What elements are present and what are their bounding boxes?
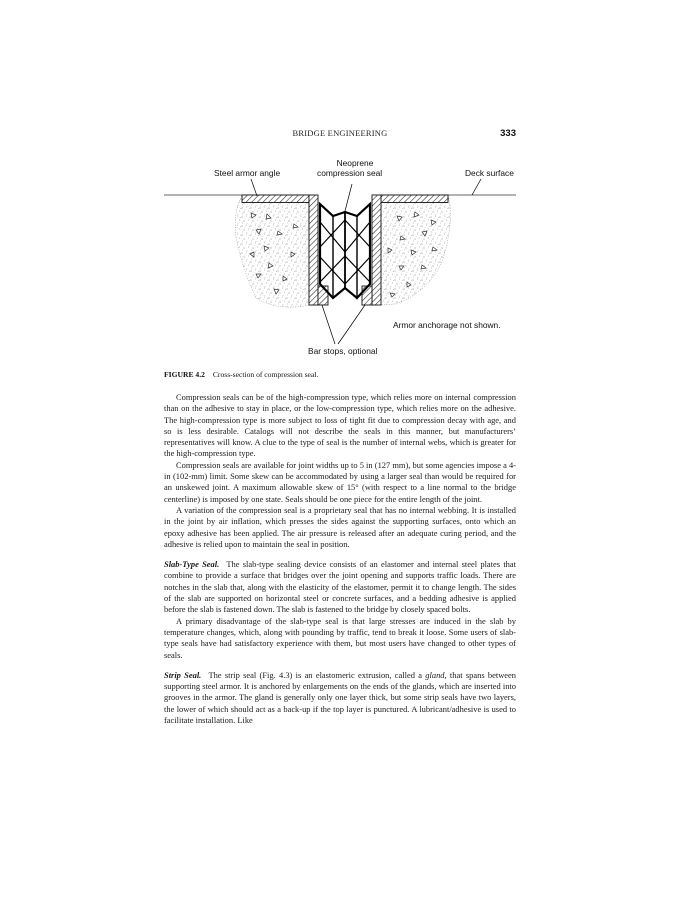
- label-deck-surface: Deck surface: [465, 168, 514, 178]
- armor-angle-left-flange: [242, 195, 309, 203]
- caption-label: FIGURE 4.2: [164, 370, 205, 379]
- bar-stop-right: [362, 286, 372, 305]
- paragraph: A variation of the compression seal is a proprietary seal that has no internal webbing. It is installed in the joint by air inflation, which presses the sides against the supporting surfaces, onto which an epoxy adhesive has been applied. The air pressure is released after an adequate curing period, and the adhesive is relied upon to maintain the seal in position.: [164, 504, 516, 549]
- neoprene-seal: [320, 204, 370, 298]
- label-armor-anchorage: Armor anchorage not shown.: [393, 320, 501, 330]
- paragraph-text: The slab-type sealing device consists of an elastomer and internal steel plates that combine to provide a surface that bridges over the joint opening and supports traffic loads. There are notches in the slab that, along with the elasticity of the elastomer, permit it to change length. The sides of the slab are supported on horizontal steel or concrete surfaces, and a bedding adhesive is applied before the slab is fastened down. The slab is fastened to the bridge by closely spaced bolts.: [164, 559, 516, 615]
- caption-text: Cross-section of compression seal.: [212, 370, 319, 379]
- paragraph: A primary disadvantage of the slab-type seal is that large stresses are induced in the slab by temperature changes, which, along with pounding by traffic, tend to break it loose. Some users of slab-type seals have had satisfactory experience with them, but most users have changed to other types of seals.: [164, 615, 516, 660]
- running-title: BRIDGE ENGINEERING: [292, 128, 388, 138]
- run-in-heading: Strip Seal.: [164, 669, 202, 680]
- label-bar-stops: Bar stops, optional: [308, 346, 378, 356]
- bar-stop-left: [318, 286, 328, 305]
- section-slab-type-seal: [164, 559, 516, 615]
- term-gland: gland,: [425, 669, 447, 680]
- paragraph: Compression seals can be of the high-compression type, which relies more on internal compression than on the adhesive to stay in place, or the low-compression type, which relies more on the adhesive. The high-compression type is more subject to loss of tight fit due to compression decay with age, and so is less desirable. Catalogs will not describe the seals in this manner, but manufacturers’ representatives will know. A clue to the type of seal is the number of internal webs, which is greater for the high-compression type.: [164, 392, 516, 459]
- page-number: 333: [500, 128, 516, 139]
- run-in-heading: Slab-Type Seal.: [164, 559, 220, 570]
- label-compression-seal: compression seal: [317, 168, 383, 178]
- paragraph-text: The strip seal (Fig. 4.3) is an elastomeric extrusion, called a: [208, 669, 422, 680]
- label-neoprene-line1: Neoprene: [336, 158, 374, 168]
- figure-caption: [164, 370, 318, 379]
- label-steel-armor-angle: Steel armor angle: [214, 168, 281, 178]
- paragraph: Compression seals are available for joint widths up to 5 in (127 mm), but some agencies impose a 4-in (102-mm) limit. Some skew can be accommodated by using a larger seal than would be required for an unskewed joint. A maximum allowable skew of 15° (with respect to a line normal to the bridge centerline) is imposed by one state. Seals should be one piece for the entire length of the joint.: [164, 459, 516, 504]
- leader-bar-stop-left: [322, 305, 335, 344]
- leader-bar-stop-right: [338, 305, 365, 344]
- armor-angle-left-leg: [309, 195, 318, 305]
- concrete-left: [235, 195, 309, 307]
- section-strip-seal: [164, 670, 516, 726]
- page-header: [164, 128, 516, 140]
- leader-neoprene: [345, 184, 352, 211]
- armor-angle-right-flange: [381, 195, 448, 203]
- body-text: [164, 392, 516, 726]
- paragraph-text: that spans between supporting steel armor. It is anchored by enlargements on the ends of the glands, which are inserted into grooves in the armor. The gland is generally only one layer thick, but some strip seals have two layers, the lower of which should act as a back-up if the top layer is punctured. A lubricant/adhesive is used to facilitate installation. Like: [164, 669, 517, 726]
- compression-seal-diagram: [160, 152, 530, 368]
- leader-steel-armor: [251, 179, 257, 196]
- armor-angle-right-leg: [372, 195, 381, 305]
- leader-deck-surface: [472, 179, 481, 195]
- figure-compression-seal: [160, 152, 530, 368]
